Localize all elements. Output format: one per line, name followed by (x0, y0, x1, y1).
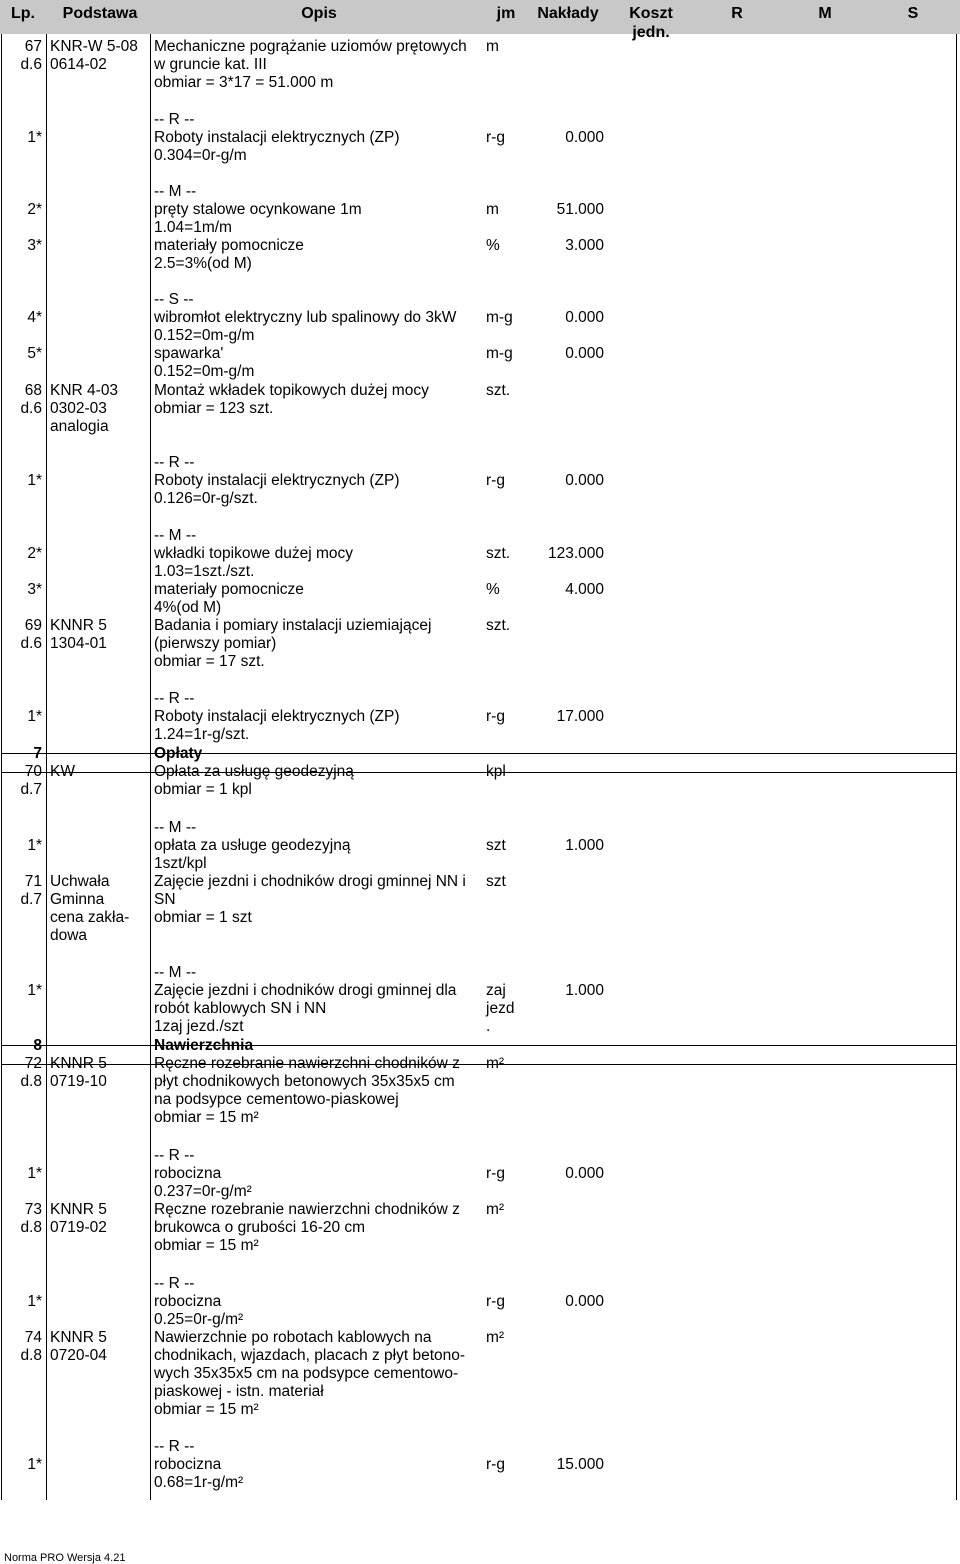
cell-jm: r-g (486, 1456, 505, 1473)
cell-podstawa: cena zakła- (50, 909, 130, 926)
cell-lp: 7 (33, 745, 42, 762)
cell-opis: materiały pomocnicze (154, 237, 304, 254)
cell-jm: szt. (486, 617, 511, 634)
cell-naklady: 1.000 (565, 837, 604, 854)
cell-opis: obmiar = 17 szt. (154, 653, 265, 670)
cell-jm: zaj (486, 982, 506, 999)
header-s: S (907, 5, 919, 22)
column-border (956, 34, 957, 1500)
cell-opis: Zajęcie jezdni i chodników drogi gminnej dla (154, 982, 457, 999)
cell-lp: 1* (27, 1165, 42, 1182)
cell-lp: d.8 (20, 1219, 42, 1236)
cell-lp: 1* (27, 837, 42, 854)
cell-opis: 4%(od M) (154, 599, 222, 616)
table-header (0, 0, 960, 41)
cell-opis: 0.237=0r-g/m² (154, 1183, 252, 1200)
column-border (46, 34, 47, 1500)
cell-naklady: 15.000 (556, 1456, 604, 1473)
cell-jm: jezd (486, 1000, 515, 1017)
header-koszt: Koszt jedn. (629, 5, 673, 41)
cell-opis: wych 35x35x5 cm na podsypce cementowo- (154, 1365, 459, 1382)
cell-lp: 1* (27, 982, 42, 999)
footer-version: Norma PRO Wersja 4.21 (4, 1552, 126, 1564)
cell-opis: robocizna (154, 1293, 222, 1310)
cell-lp: d.7 (20, 891, 42, 908)
cell-opis: obmiar = 123 szt. (154, 400, 274, 417)
header-r: R (731, 5, 743, 22)
cell-lp: d.6 (20, 56, 42, 73)
cell-opis: obmiar = 1 kpl (154, 781, 252, 798)
cell-opis: 2.5=3%(od M) (154, 255, 252, 272)
cell-lp: d.6 (20, 400, 42, 417)
cell-lp: 8 (33, 1037, 42, 1054)
cell-opis: -- R -- (154, 1275, 195, 1292)
cell-lp: 4* (27, 309, 42, 326)
cell-podstawa: KNNR 5 (50, 1201, 107, 1218)
cell-lp: 3* (27, 581, 42, 598)
cell-lp: 3* (27, 237, 42, 254)
cell-opis: Badania i pomiary instalacji uziemiającej (154, 617, 432, 634)
cell-opis: wibromłot elektryczny lub spalinowy do 3kW (154, 309, 457, 326)
cell-opis: -- M -- (154, 183, 197, 200)
cell-jm: m (486, 38, 499, 55)
cell-jm: m² (486, 1055, 505, 1072)
cell-opis: -- R -- (154, 454, 195, 471)
cell-naklady: 0.000 (565, 129, 604, 146)
cell-opis: 1.24=1r-g/szt. (154, 726, 250, 743)
cell-opis: Ręczne rozebranie nawierzchni chodników z (154, 1201, 460, 1218)
header-lp: Lp. (11, 5, 35, 22)
cell-jm: % (486, 237, 500, 254)
header-opis: Opis (301, 5, 337, 22)
cell-jm: m² (486, 1201, 505, 1218)
cell-naklady: 0.000 (565, 472, 604, 489)
cell-opis: opłata za usługe geodezyjną (154, 837, 351, 854)
cell-opis: 0.68=1r-g/m² (154, 1474, 244, 1491)
header-naklady: Nakłady (537, 5, 599, 22)
cell-naklady: 0.000 (565, 309, 604, 326)
cell-jm: szt. (486, 382, 511, 399)
cell-opis: Nawierzchnia (154, 1037, 254, 1054)
cell-podstawa: KW (50, 763, 75, 780)
cell-podstawa: dowa (50, 927, 88, 944)
cell-opis: robót kablowych SN i NN (154, 1000, 327, 1017)
cell-opis: (pierwszy pomiar) (154, 635, 277, 652)
cell-opis: obmiar = 15 m² (154, 1401, 259, 1418)
cell-podstawa: 0720-04 (50, 1347, 107, 1364)
cell-jm: r-g (486, 472, 505, 489)
cell-opis: obmiar = 1 szt (154, 909, 252, 926)
cell-opis: -- M -- (154, 964, 197, 981)
cell-opis: 0.152=0m-g/m (154, 363, 255, 380)
cell-podstawa: 0719-02 (50, 1219, 107, 1236)
cell-podstawa: KNNR 5 (50, 1329, 107, 1346)
cell-lp: 1* (27, 129, 42, 146)
cell-naklady: 17.000 (556, 708, 604, 725)
cell-opis: 1szt/kpl (154, 855, 207, 872)
cell-opis: materiały pomocnicze (154, 581, 304, 598)
cell-lp: 67 (24, 38, 42, 55)
cell-opis: Montaż wkładek topikowych dużej mocy (154, 382, 429, 399)
cell-lp: 1* (27, 708, 42, 725)
cell-lp: d.8 (20, 1073, 42, 1090)
cell-podstawa: KNNR 5 (50, 617, 107, 634)
cell-naklady: 0.000 (565, 1165, 604, 1182)
cell-opis: 1.03=1szt./szt. (154, 563, 255, 580)
cell-opis: 1.04=1m/m (154, 219, 232, 236)
cell-opis: wkładki topikowe dużej mocy (154, 545, 354, 562)
cell-opis: piaskowej - istn. materiał (154, 1383, 324, 1400)
cell-lp: 2* (27, 545, 42, 562)
cell-lp: 2* (27, 201, 42, 218)
cell-opis: Roboty instalacji elektrycznych (ZP) (154, 472, 400, 489)
cell-naklady: 0.000 (565, 1293, 604, 1310)
cell-lp: 1* (27, 472, 42, 489)
cell-lp: 70 (24, 763, 42, 780)
cell-podstawa: 0302-03 (50, 400, 107, 417)
cell-opis: Zajęcie jezdni i chodników drogi gminnej NN i (154, 873, 466, 890)
header-podstawa: Podstawa (62, 5, 138, 22)
cell-opis: Nawierzchnie po robotach kablowych na (154, 1329, 432, 1346)
cell-opis: robocizna (154, 1165, 222, 1182)
cell-jm: r-g (486, 1165, 505, 1182)
cell-opis: Mechaniczne pogrążanie uziomów prętowych (154, 38, 467, 55)
cell-lp: 1* (27, 1456, 42, 1473)
cell-opis: pręty stalowe ocynkowane 1m (154, 201, 362, 218)
header-m: M (818, 5, 832, 22)
cell-opis: chodnikach, wjazdach, placach z płyt betono- (154, 1347, 466, 1364)
cell-opis: obmiar = 3*17 = 51.000 m (154, 74, 334, 91)
cell-lp: 72 (24, 1055, 42, 1072)
cell-jm: % (486, 581, 500, 598)
cell-naklady: 51.000 (556, 201, 604, 218)
cell-opis: obmiar = 15 m² (154, 1237, 259, 1254)
cell-opis: robocizna (154, 1456, 222, 1473)
cell-lp: d.8 (20, 1347, 42, 1364)
cell-opis: Roboty instalacji elektrycznych (ZP) (154, 708, 400, 725)
cell-opis: spawarka' (154, 345, 224, 362)
cell-opis: obmiar = 15 m² (154, 1109, 259, 1126)
cell-opis: -- S -- (154, 291, 194, 308)
cell-opis: 0.126=0r-g/szt. (154, 490, 258, 507)
cell-opis: -- R -- (154, 690, 195, 707)
cell-podstawa: KNR 4-03 (50, 382, 119, 399)
cell-naklady: 1.000 (565, 982, 604, 999)
cell-lp: 71 (24, 873, 42, 890)
cell-jm: m-g (486, 345, 513, 362)
cell-jm: r-g (486, 1293, 505, 1310)
cell-lp: 68 (24, 382, 42, 399)
cell-jm: kpl (486, 763, 506, 780)
cell-jm: r-g (486, 708, 505, 725)
cell-podstawa: KNR-W 5-08 (50, 38, 138, 55)
cell-lp: 69 (24, 617, 42, 634)
cell-jm: m (486, 201, 499, 218)
cell-lp: 73 (24, 1201, 42, 1218)
cell-lp: 5* (27, 345, 42, 362)
cell-opis: 0.25=0r-g/m² (154, 1311, 244, 1328)
cell-opis: 0.152=0m-g/m (154, 327, 255, 344)
cell-opis: płyt chodnikowych betonowych 35x35x5 cm (154, 1073, 455, 1090)
cell-jm: szt. (486, 545, 511, 562)
cell-opis: -- M -- (154, 819, 197, 836)
cell-opis: 0.304=0r-g/m (154, 147, 247, 164)
cell-jm: m² (486, 1329, 505, 1346)
cell-podstawa: analogia (50, 418, 109, 435)
cell-podstawa: Uchwała (50, 873, 110, 890)
cell-opis: na podsypce cementowo-piaskowej (154, 1091, 399, 1108)
cell-jm: szt (486, 873, 506, 890)
cell-opis: -- R -- (154, 111, 195, 128)
cell-lp: d.7 (20, 781, 42, 798)
cell-opis: Opłaty (154, 745, 203, 762)
cell-jm: m-g (486, 309, 513, 326)
cell-opis: SN (154, 891, 176, 908)
cell-naklady: 0.000 (565, 345, 604, 362)
cell-opis: Opłata za usługę geodezyjną (154, 763, 354, 780)
header-jm: jm (496, 5, 516, 22)
cell-podstawa: 0614-02 (50, 56, 107, 73)
cell-jm: szt (486, 837, 506, 854)
cell-lp: d.6 (20, 635, 42, 652)
cell-naklady: 4.000 (565, 581, 604, 598)
cell-podstawa: Gminna (50, 891, 105, 908)
cell-opis: -- R -- (154, 1438, 195, 1455)
cell-opis: 1zaj jezd./szt (154, 1018, 244, 1035)
cell-opis: brukowca o grubości 16-20 cm (154, 1219, 366, 1236)
cell-lp: 74 (24, 1329, 42, 1346)
cell-podstawa: 0719-10 (50, 1073, 107, 1090)
cell-jm: r-g (486, 129, 505, 146)
cell-naklady: 3.000 (565, 237, 604, 254)
cell-opis: w gruncie kat. III (154, 56, 267, 73)
cell-lp: 1* (27, 1293, 42, 1310)
cell-naklady: 123.000 (547, 545, 604, 562)
cell-opis: Roboty instalacji elektrycznych (ZP) (154, 129, 400, 146)
cell-opis: Ręczne rozebranie nawierzchni chodników z (154, 1055, 460, 1072)
cell-podstawa: 1304-01 (50, 635, 107, 652)
cell-opis: -- M -- (154, 527, 197, 544)
cell-podstawa: KNNR 5 (50, 1055, 107, 1072)
cell-opis: -- R -- (154, 1147, 195, 1164)
cell-jm: . (486, 1018, 491, 1035)
column-border (150, 34, 151, 1500)
